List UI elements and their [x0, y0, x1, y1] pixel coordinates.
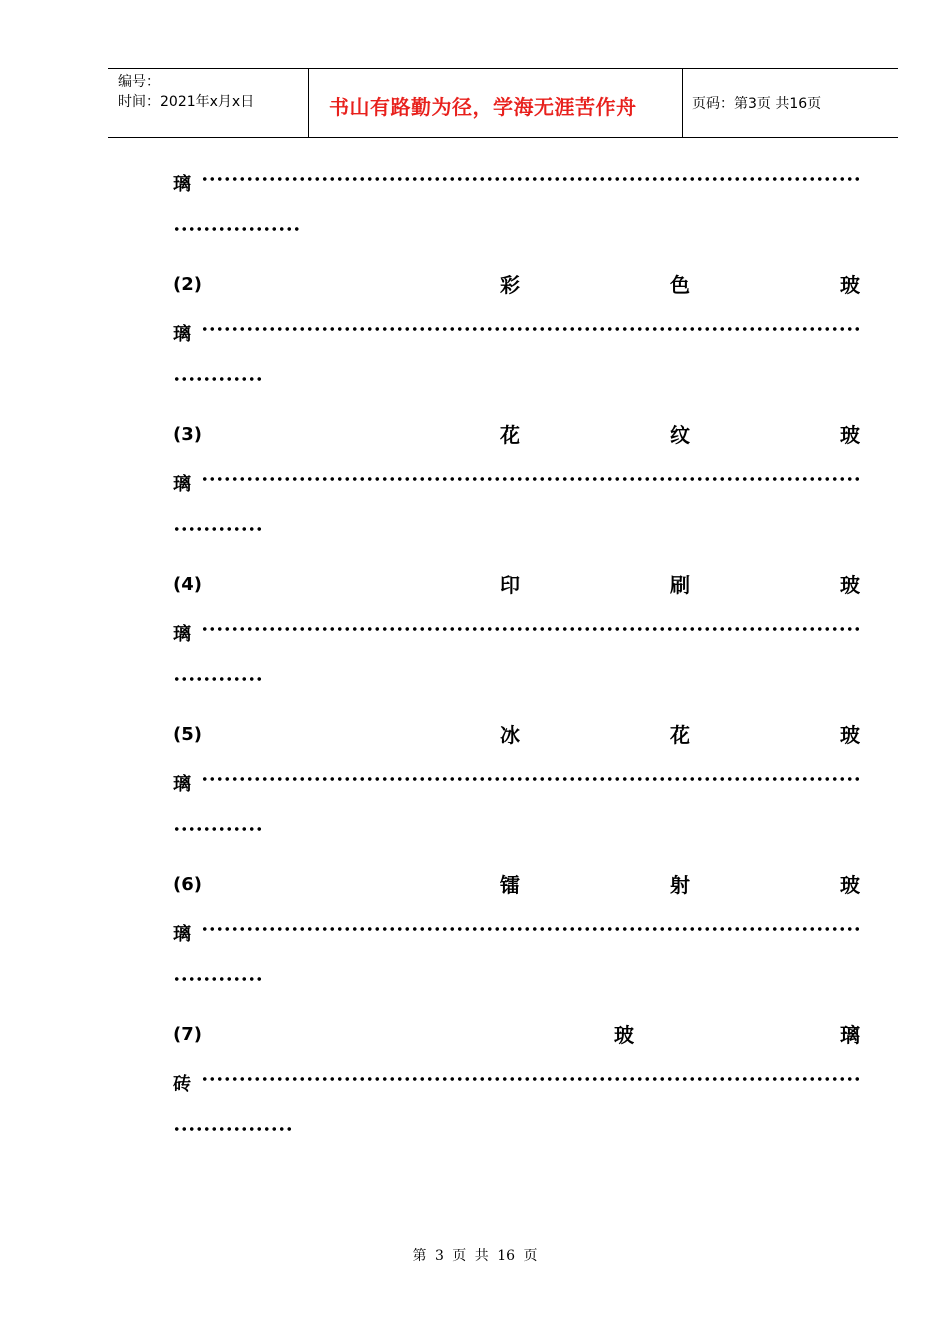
item-leader-row [173, 610, 862, 660]
item-leader-row [173, 160, 862, 210]
dot-leader [201, 624, 862, 634]
motto-text: 书山有路勤为径，学海无涯苦作舟 [329, 95, 637, 119]
dot-leader-tail [173, 674, 263, 684]
dot-leader-tail [173, 1124, 293, 1134]
item-title-char: 玻 [840, 873, 860, 897]
header-page-cell [682, 69, 898, 137]
item-lead-char: 璃 [173, 174, 191, 195]
item-lead-char: 璃 [173, 324, 191, 345]
item-title-char: 色 [670, 273, 690, 297]
item-lead-char: 璃 [173, 624, 191, 645]
item-title-char: 玻 [840, 723, 860, 747]
item-title-char: 印 [500, 573, 520, 597]
dot-leader [201, 1074, 862, 1084]
document-body [173, 160, 862, 1160]
item-title-row [173, 710, 862, 760]
item-leader-continuation [173, 510, 862, 560]
item-lead-char: 砖 [173, 1074, 191, 1095]
item-title-char: 玻 [614, 1023, 634, 1047]
page-info: 页码：第3页 共16页 [692, 96, 822, 112]
item-leader-continuation [173, 1110, 862, 1160]
page-footer: 第 3 页 共 16 页 [412, 1248, 538, 1264]
item-number: (4) [173, 574, 202, 595]
list-item [173, 560, 862, 710]
header-meta-cell [108, 69, 308, 137]
list-item [173, 710, 862, 860]
item-title-char: 花 [500, 423, 520, 447]
dot-leader [201, 474, 862, 484]
item-title-char: 花 [670, 723, 690, 747]
header-motto-cell [308, 69, 683, 137]
item-number: (6) [173, 874, 202, 895]
item-title-char: 刷 [670, 573, 690, 597]
dot-leader-tail [173, 374, 263, 384]
item-title-row [173, 560, 862, 610]
item-leader-row [173, 460, 862, 510]
time-label: 时间：2021年x月x日 [118, 94, 255, 110]
dot-leader-tail [173, 824, 263, 834]
list-item [173, 160, 862, 260]
item-leader-row [173, 910, 862, 960]
item-title-char: 镭 [500, 873, 520, 897]
dot-leader [201, 174, 862, 184]
item-lead-char: 璃 [173, 774, 191, 795]
item-title-char: 玻 [840, 573, 860, 597]
list-item [173, 1010, 862, 1160]
item-leader-row [173, 310, 862, 360]
item-title-char: 璃 [840, 1023, 860, 1047]
code-label: 编号： [118, 74, 160, 90]
item-title-row [173, 260, 862, 310]
item-leader-continuation [173, 210, 862, 260]
item-lead-char: 璃 [173, 924, 191, 945]
item-leader-continuation [173, 360, 862, 410]
page-header [108, 68, 898, 138]
list-item [173, 410, 862, 560]
item-title-char: 射 [670, 873, 690, 897]
dot-leader [201, 924, 862, 934]
item-leader-continuation [173, 660, 862, 710]
list-item [173, 860, 862, 1010]
item-leader-continuation [173, 960, 862, 1010]
item-number: (5) [173, 724, 202, 745]
item-title-char: 纹 [670, 423, 690, 447]
item-title-char: 玻 [840, 423, 860, 447]
item-title-char: 彩 [500, 273, 520, 297]
dot-leader-tail [173, 524, 263, 534]
item-title-char: 玻 [840, 273, 860, 297]
dot-leader [201, 324, 862, 334]
dot-leader [201, 774, 862, 784]
item-title-row [173, 860, 862, 910]
dot-leader-tail [173, 224, 301, 234]
item-title-char: 冰 [500, 723, 520, 747]
item-title-row [173, 410, 862, 460]
item-leader-row [173, 1060, 862, 1110]
item-title-row [173, 1010, 862, 1060]
item-leader-row [173, 760, 862, 810]
item-number: (3) [173, 424, 202, 445]
item-leader-continuation [173, 810, 862, 860]
item-number: (2) [173, 274, 202, 295]
item-lead-char: 璃 [173, 474, 191, 495]
list-item [173, 260, 862, 410]
item-number: (7) [173, 1024, 202, 1045]
dot-leader-tail [173, 974, 263, 984]
